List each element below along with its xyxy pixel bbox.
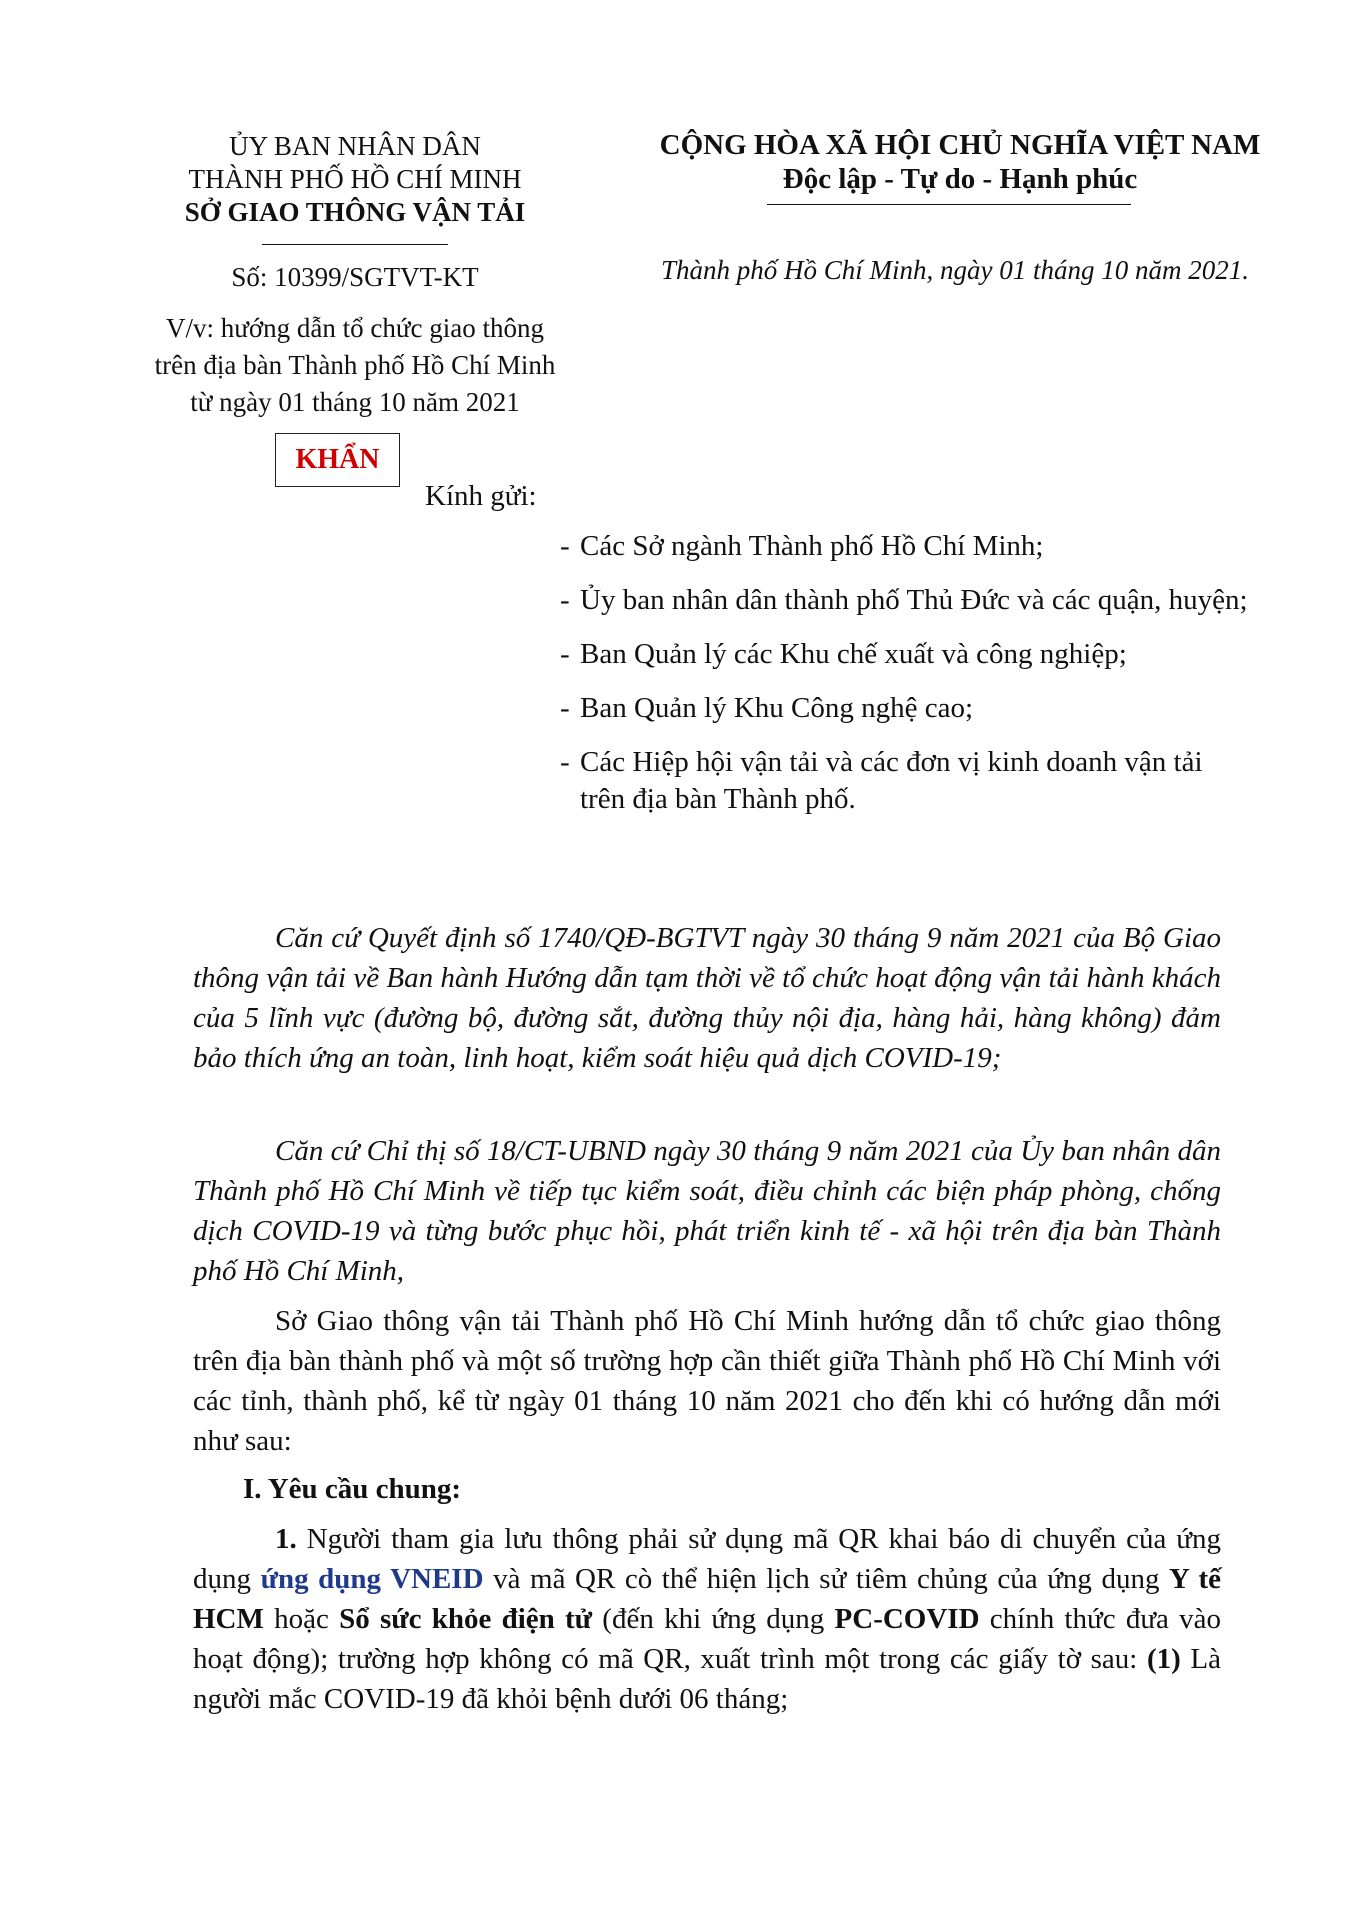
recipient-item: - Ban Quản lý Khu Công nghệ cao; xyxy=(560,690,1250,727)
document-number: Số: 10399/SGTVT-KT xyxy=(231,262,479,292)
agency-underline xyxy=(262,244,448,245)
subject-line-3: từ ngày 01 tháng 10 năm 2021 xyxy=(190,387,520,417)
national-motto: Độc lập - Tự do - Hạnh phúc xyxy=(782,163,1138,195)
item-text: hoặc xyxy=(263,1603,340,1635)
requirement-item-1 xyxy=(193,1519,1221,1719)
item-bold: (1) xyxy=(1146,1643,1181,1675)
salutation: Kính gửi: xyxy=(425,480,537,512)
recipient-list xyxy=(560,528,1250,835)
recipient-item: - Ban Quản lý các Khu chế xuất và công nghiệp; xyxy=(560,636,1250,673)
item-text: Người tham gia lưu thông phải sử dụng mã QR khai báo di chuyển của ứng dụng xyxy=(193,1523,1221,1595)
document-date: Thành phố Hồ Chí Minh, ngày 01 tháng 10 năm 2021. xyxy=(660,255,1249,285)
item-bold: Sổ sức khỏe điện tử xyxy=(339,1603,593,1635)
item-bold: PC-COVID xyxy=(834,1603,980,1635)
item-bold: Y tế HCM xyxy=(193,1563,1221,1635)
intro-paragraph: Sở Giao thông vận tải Thành phố Hồ Chí Minh hướng dẫn tổ chức giao thông trên địa bàn thành phố và một số trường hợp cần thiết giữa Thành phố Hồ Chí Minh với các tỉnh, thành phố, kể từ ngày 01 tháng 10 năm 2021 cho đến khi có hướng dẫn mới như sau: xyxy=(193,1305,1221,1457)
item-text: Là người mắc COVID-19 đã khỏi bệnh dưới 06 tháng; xyxy=(193,1643,1221,1715)
document-subject xyxy=(125,310,585,421)
urgent-stamp: KHẨN xyxy=(275,433,400,487)
agency-line-3: SỞ GIAO THÔNG VẬN TẢI xyxy=(184,197,526,227)
legal-basis-paragraph-2: Căn cứ Chỉ thị số 18/CT-UBND ngày 30 tháng 9 năm 2021 của Ủy ban nhân dân Thành phố Hồ Chí Minh về tiếp tục kiểm soát, điều chỉnh các biện pháp phòng, chống dịch COVID-19 và từng bước phục hồi, phát triển kinh tế - xã hội trên địa bàn Thành phố Hồ Chí Minh, xyxy=(193,1135,1221,1287)
issuing-agency-block xyxy=(125,130,585,229)
national-title: CỘNG HÒA XÃ HỘI CHỦ NGHĨA VIỆT NAM xyxy=(659,129,1261,161)
item-highlight-app: ứng dụng VNEID xyxy=(260,1563,484,1595)
item-text: (đến khi ứng dụng xyxy=(592,1603,835,1635)
subject-line-1: V/v: hướng dẫn tổ chức giao thông xyxy=(166,313,544,343)
agency-line-2: THÀNH PHỐ HỒ CHÍ MINH xyxy=(188,164,522,194)
motto-underline xyxy=(767,204,1131,205)
item-number: 1. xyxy=(275,1523,297,1555)
recipient-item: - Các Hiệp hội vận tải và các đơn vị kinh doanh vận tải trên địa bàn Thành phố. xyxy=(560,744,1250,818)
national-title-block xyxy=(620,128,1300,196)
agency-line-1: ỦY BAN NHÂN DÂN xyxy=(229,131,481,161)
legal-basis-paragraph-1: Căn cứ Quyết định số 1740/QĐ-BGTVT ngày 30 tháng 9 năm 2021 của Bộ Giao thông vận tải về Ban hành Hướng dẫn tạm thời về tổ chức hoạt động vận tải hành khách của 5 lĩnh vực (đường bộ, đường sắt, đường thủy nội địa, hàng hải, hàng không) đảm bảo thích ứng an toàn, linh hoạt, kiểm soát hiệu quả dịch COVID-19; xyxy=(193,922,1221,1074)
item-text: chính thức đưa vào hoạt động); trường hợp không có mã QR, xuất trình một trong các giấy tờ sau: xyxy=(193,1603,1222,1675)
section-heading: I. Yêu cầu chung: xyxy=(243,1473,462,1505)
recipient-item: - Ủy ban nhân dân thành phố Thủ Đức và các quận, huyện; xyxy=(560,582,1250,619)
recipient-item: - Các Sở ngành Thành phố Hồ Chí Minh; xyxy=(560,528,1250,565)
subject-line-2: trên địa bàn Thành phố Hồ Chí Minh xyxy=(154,350,556,380)
item-text: và mã QR cò thể hiện lịch sử tiêm chủng của ứng dụng xyxy=(483,1563,1170,1595)
